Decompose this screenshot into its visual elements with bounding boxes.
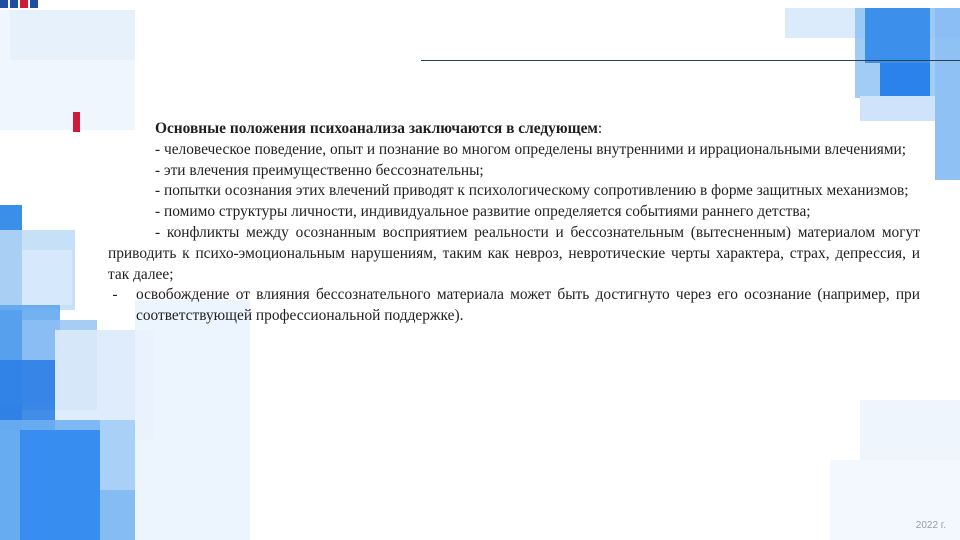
footer-year: 2022 г. <box>915 520 946 531</box>
bullet-marker: - <box>112 286 118 304</box>
bullet-text: освобождение от влияния бессознательного материала может быть достигнуто через его осознание (например, при соответствующей профессиональной поддержке). <box>136 286 920 325</box>
list-item: - помимо структуры личности, индивидуальное развитие определяется событиями раннего детства; <box>155 203 811 221</box>
list-item: - человеческое поведение, опыт и познание во многом определены внутренними и иррациональными влечениями; <box>155 140 907 158</box>
list-item: - попытки осознания этих влечений приводят к психологическому сопротивлению в форме защитных механизмов; <box>155 182 909 200</box>
accent-mark <box>73 112 80 132</box>
corner-logo <box>0 0 38 8</box>
list-item: - конфликты между осознанным восприятием реальности и бессознательным (вытесненным) материалом могут приводить к психо-эмоциональным нарушениям, таким как невроз, невротические черты характера, страх, депрессия, и так далее; <box>108 223 920 283</box>
slide-body <box>108 119 920 327</box>
bullet-item <box>108 285 920 327</box>
header-rule <box>421 60 960 61</box>
slide-title: Основные положения психоанализа заключаются в следующем <box>155 120 598 137</box>
slide-title-line <box>108 119 920 140</box>
slide-title-colon: : <box>597 120 603 137</box>
list-item: - эти влечения преимущественно бессознательны; <box>155 161 484 179</box>
